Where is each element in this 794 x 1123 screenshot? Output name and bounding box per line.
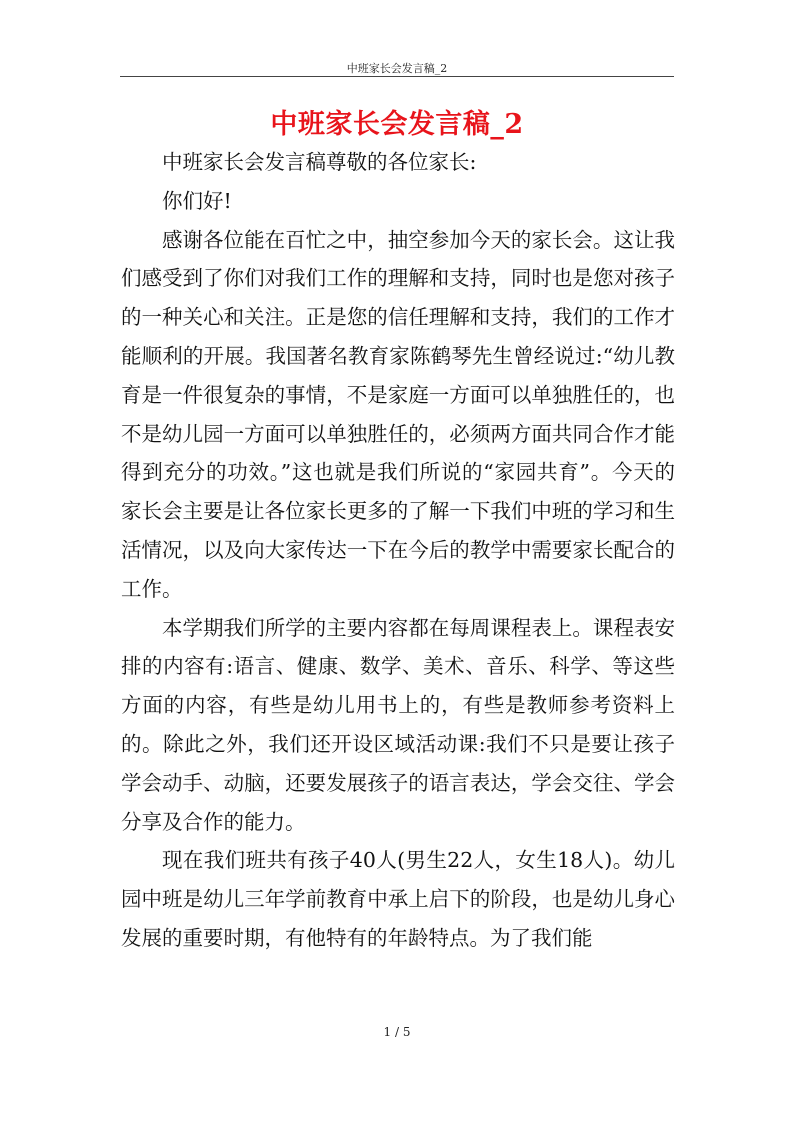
page-number: 1 / 5 xyxy=(383,1025,411,1039)
paragraph-greeting: 你们好! xyxy=(162,188,232,213)
paragraph-curriculum: 本学期我们所学的主要内容都在每周课程表上。课程表安排的内容有:语言、健康、数学、美术、音乐、科学、等这些方面的内容，有些是幼儿用书上的，有些是教师参考资料上的。除此之外，我们还开设区域活动课:我们不只是要让孩子学会动手、动脑，还要发展孩子的语言表达，学会交往、学会分享及合作的能力。 xyxy=(121,615,675,834)
header-divider xyxy=(120,76,674,77)
paragraph-class-info: 现在我们班共有孩子40人(男生22人，女生18人)。幼儿园中班是幼儿三年学前教育中承上启下的阶段，也是幼儿身心发展的重要时期，有他特有的年龄特点。为了我们能 xyxy=(121,848,675,950)
running-header: 中班家长会发言稿_2 xyxy=(346,62,448,75)
paragraph-thanks: 感谢各位能在百忙之中，抽空参加今天的家长会。这让我们感受到了你们对我们工作的理解和支持，同时也是您对孩子的一种关心和关注。正是您的信任理解和支持，我们的工作才能顺利的开展。我国著名教育家陈鹤琴先生曾经说过:“幼儿教育是一件很复杂的事情，不是家庭一方面可以单独胜任的，也不是幼儿园一方面可以单独胜任的，必须两方面共同合作才能得到充分的功效。”这也就是我们所说的“家园共育”。今天的家长会主要是让各位家长更多的了解一下我们中班的学习和生活情况，以及向大家传达一下在今后的教学中需要家长配合的工作。 xyxy=(121,227,675,601)
document-body xyxy=(121,143,675,958)
paragraph-salutation: 中班家长会发言稿尊敬的各位家长: xyxy=(162,150,477,174)
document-title: 中班家长会发言稿_2 xyxy=(270,109,524,140)
